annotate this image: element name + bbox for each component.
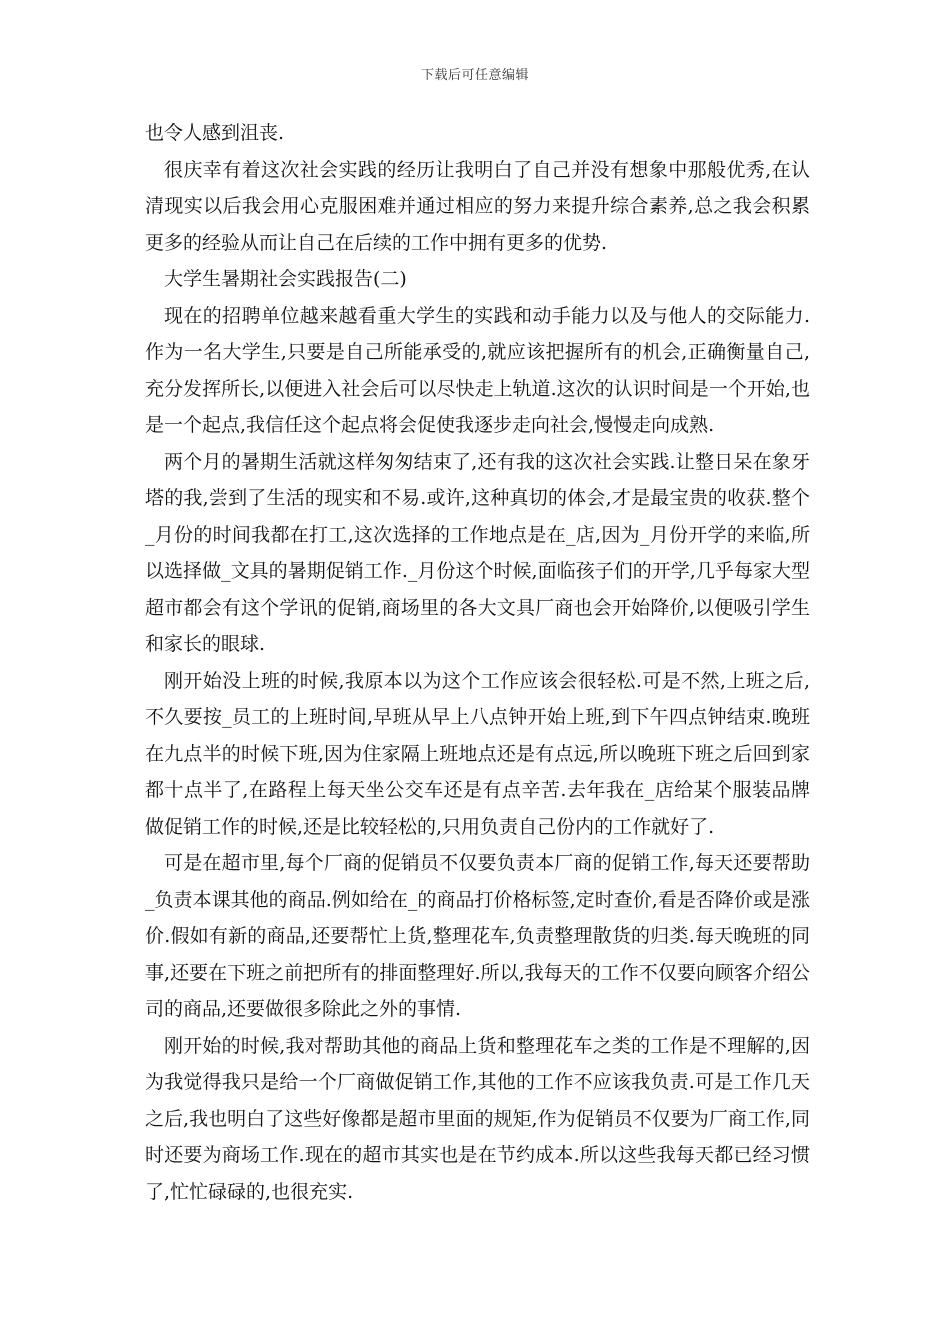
paragraph: 现在的招聘单位越来越看重大学生的实践和动手能力以及与他人的交际能力.作为一名大学生,只要是自己所能承受的,就应该把握所有的机会,正确衡量自己,充分发挥所长,以便进入社会后可以尽快走上轨道.这次的认识时间是一个开始,也是一个起点,我信任这个起点将会促使我逐步走向社会,慢慢走向成熟. [145, 304, 810, 436]
document-body [145, 115, 810, 1210]
paragraph: 刚开始的时候,我对帮助其他的商品上货和整理花车之类的工作是不理解的,因为我觉得我只是给一个厂商做促销工作,其他的工作不应该我负责.可是工作几天之后,我也明白了这些好像都是超市里面的规矩,作为促销员不仅要为厂商工作,同时还要为商场工作.现在的超市其实也是在节约成本.所以这些我每天都已经习惯了,忙忙碌碌的,也很充实. [145, 1034, 810, 1203]
paragraph: 可是在超市里,每个厂商的促销员不仅要负责本厂商的促销工作,每天还要帮助_负责本课其他的商品.例如给在_的商品打价格标签,定时查价,看是否降价或是涨价.假如有新的商品,还要帮忙上货,整理花车,负责整理散货的归类.每天晚班的同事,还要在下班之前把所有的排面整理好.所以,我每天的工作不仅要向顾客介绍公司的商品,还要做很多除此之外的事情. [145, 852, 810, 1020]
page-header: 下载后可任意编辑 [420, 68, 529, 83]
paragraph: 很庆幸有着这次社会实践的经历让我明白了自己并没有想象中那般优秀,在认清现实以后我会用心克服困难并通过相应的努力来提升综合素养,总之我会积累更多的经验从而让自己在后续的工作中拥有更多的优势. [145, 158, 810, 254]
paragraph: 刚开始没上班的时候,我原本以为这个工作应该会很轻松.可是不然,上班之后,不久要按_员工的上班时间,早班从早上八点钟开始上班,到下午四点钟结束.晚班在九点半的时候下班,因为住家隔上班地点还是有点远,所以晚班下班之后回到家都十点半了,在路程上每天坐公交车还是有点辛苦.去年我在_店给某个服装品牌做促销工作的时候,还是比较轻松的,只用负责自己份内的工作就好了. [145, 669, 810, 838]
section-heading: 大学生暑期社会实践报告(二) [164, 268, 407, 290]
paragraph-continuation: 也令人感到沮丧. [145, 122, 285, 144]
paragraph: 两个月的暑期生活就这样匆匆结束了,还有我的这次社会实践.让整日呆在象牙塔的我,尝到了生活的现实和不易.或许,这种真切的体会,才是最宝贵的收获.整个_月份的时间我都在打工,这次选择的工作地点是在_店,因为_月份开学的来临,所以选择做_文具的暑期促销工作._月份这个时候,面临孩子们的开学,几乎每家大型超市都会有这个学讯的促销,商场里的各大文具厂商也会开始降价,以便吸引学生和家长的眼球. [145, 450, 810, 655]
